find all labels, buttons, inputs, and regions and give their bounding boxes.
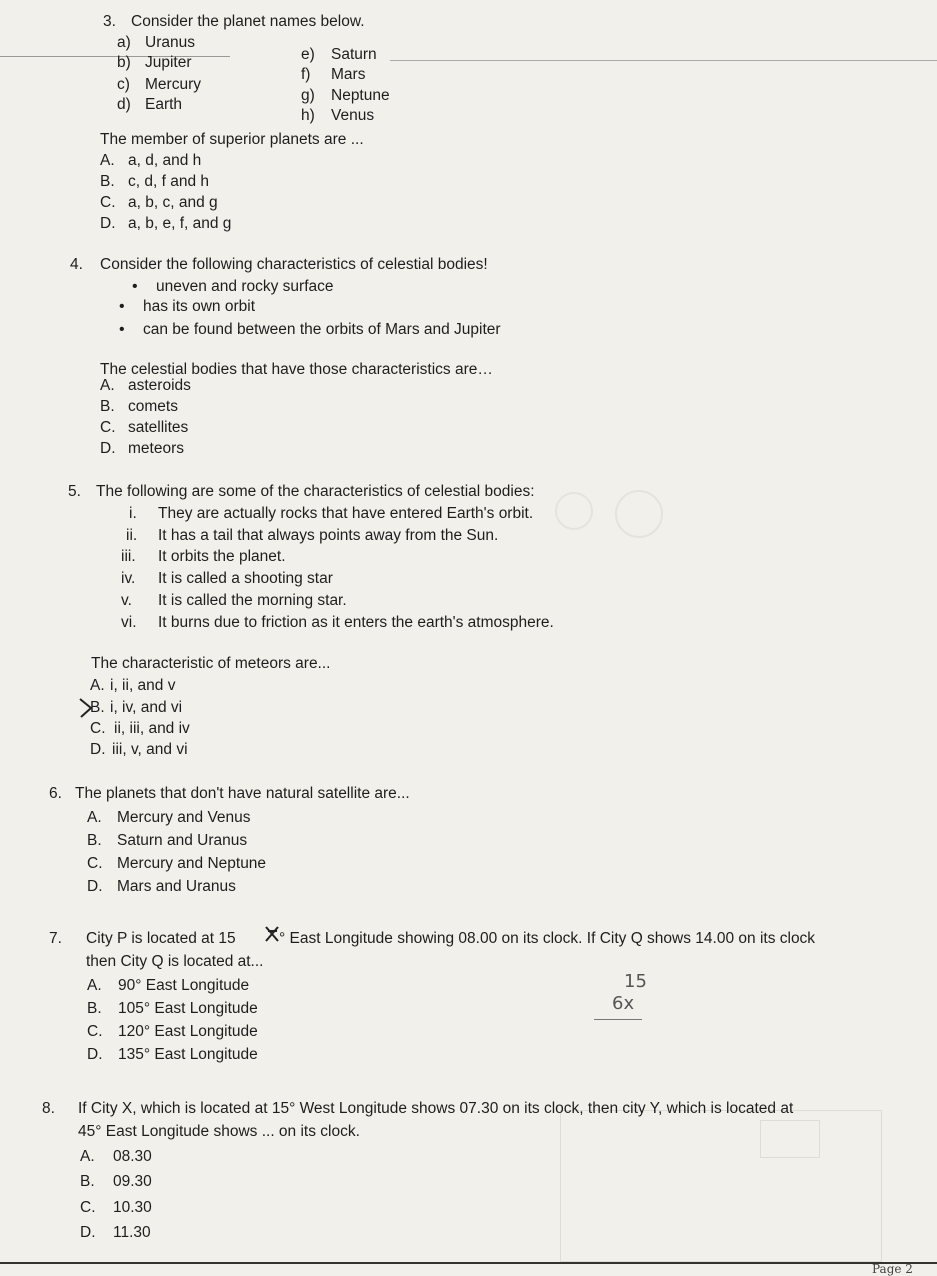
question-number: 5.	[68, 483, 81, 500]
top-rule-left	[0, 56, 230, 57]
planet-name: Saturn	[331, 46, 377, 63]
option-text: 105° East Longitude	[118, 1000, 258, 1017]
option-label: A.	[87, 977, 102, 994]
option-text: Mars and Uranus	[117, 878, 236, 895]
question-prompt: The characteristic of meteors are...	[91, 655, 331, 672]
planet-label: b)	[117, 54, 131, 71]
question-stem: 45° East Longitude shows ... on its clock.	[78, 1123, 360, 1140]
option-text: a, d, and h	[128, 152, 202, 169]
option-label: A.	[80, 1148, 95, 1165]
roman-label: i.	[129, 505, 137, 522]
roman-label: iii.	[121, 548, 136, 565]
bleed-through-box	[560, 1110, 882, 1262]
bleed-through-box	[760, 1120, 820, 1158]
option-label: B.	[90, 699, 105, 716]
option-text: i, ii, and v	[110, 677, 176, 694]
option-text: Mercury and Neptune	[117, 855, 267, 872]
option-label: B.	[80, 1173, 95, 1190]
option-label: C.	[80, 1199, 96, 1216]
question-stem: The planets that don't have natural satellite are...	[75, 785, 410, 802]
option-label: C.	[100, 194, 116, 211]
bleed-through-circle	[555, 492, 593, 530]
option-label: B.	[87, 832, 102, 849]
option-label: D.	[90, 741, 106, 758]
option-label: D.	[87, 1046, 103, 1063]
planet-label: h)	[301, 107, 315, 124]
option-text: 90° East Longitude	[118, 977, 250, 994]
option-label: D.	[100, 215, 116, 232]
question-number: 6.	[49, 785, 62, 802]
handwritten-underline	[594, 1019, 642, 1020]
roman-label: vi.	[121, 614, 137, 631]
planet-name: Jupiter	[145, 54, 192, 71]
option-text: 11.30	[113, 1224, 151, 1241]
option-label: C.	[100, 419, 116, 436]
option-text: comets	[128, 398, 178, 415]
planet-name: Mars	[331, 66, 366, 83]
option-label: A.	[87, 809, 102, 826]
characteristic-item: It burns due to friction as it enters the earth's atmosphere.	[158, 614, 554, 631]
option-label: B.	[100, 398, 115, 415]
option-text: Mercury and Venus	[117, 809, 251, 826]
question-prompt: The member of superior planets are ...	[100, 131, 364, 148]
option-text: a, b, e, f, and g	[128, 215, 232, 232]
option-text: 10.30	[113, 1199, 152, 1216]
planet-label: d)	[117, 96, 131, 113]
question-stem: Consider the planet names below.	[131, 13, 365, 30]
handwritten-note: 6x	[612, 993, 635, 1014]
characteristic-bullet: • has its own orbit	[143, 298, 255, 316]
question-stem: Consider the following characteristics of celestial bodies!	[100, 256, 488, 273]
option-text: meteors	[128, 440, 184, 457]
scribble-overwrite-icon	[265, 923, 279, 945]
option-text: iii, v, and vi	[112, 741, 188, 758]
question-stem: The following are some of the characteristics of celestial bodies:	[96, 483, 535, 500]
option-label: A.	[90, 677, 105, 694]
planet-name: Uranus	[145, 34, 195, 51]
planet-name: Neptune	[331, 87, 390, 104]
option-label: D.	[100, 440, 116, 457]
characteristic-item: It orbits the planet.	[158, 548, 286, 565]
planet-name: Mercury	[145, 76, 201, 93]
option-text: 135° East Longitude	[118, 1046, 258, 1063]
characteristic-item: It is called the morning star.	[158, 592, 347, 609]
top-rule-right	[390, 60, 937, 61]
characteristic-bullet: • uneven and rocky surface	[156, 278, 334, 296]
question-stem: then City Q is located at...	[86, 953, 264, 970]
characteristic-item: It has a tail that always points away from the Sun.	[158, 527, 499, 544]
planet-label: g)	[301, 87, 315, 104]
roman-label: ii.	[126, 527, 138, 544]
characteristic-item: They are actually rocks that have entered Earth's orbit.	[158, 505, 534, 522]
planet-label: e)	[301, 46, 315, 63]
planet-label: a)	[117, 34, 131, 51]
option-label: C.	[90, 720, 106, 737]
characteristic-bullet: • can be found between the orbits of Mars and Jupiter	[143, 321, 501, 339]
option-text: Saturn and Uranus	[117, 832, 248, 849]
planet-name: Earth	[145, 96, 183, 113]
planet-label: f)	[301, 66, 311, 83]
question-number: 8.	[42, 1100, 55, 1117]
option-label: C.	[87, 1023, 103, 1040]
option-text: i, iv, and vi	[110, 699, 183, 716]
question-stem: ° East Longitude showing 08.00 on its clock. If City Q shows 14.00 on its clock	[279, 930, 816, 947]
option-label: A.	[100, 152, 115, 169]
footer-rule	[0, 1262, 937, 1264]
option-text: 09.30	[113, 1173, 152, 1190]
option-label: B.	[100, 173, 115, 190]
option-label: C.	[87, 855, 103, 872]
question-number: 4.	[70, 256, 83, 273]
handwritten-note: 15	[624, 971, 647, 992]
roman-label: v.	[121, 592, 132, 609]
option-text: 120° East Longitude	[118, 1023, 258, 1040]
page-number: Page 2	[872, 1262, 913, 1276]
roman-label: iv.	[121, 570, 136, 587]
option-text: 08.30	[113, 1148, 152, 1165]
question-number: 3.	[103, 13, 116, 30]
question-number: 7.	[49, 930, 62, 947]
option-text: asteroids	[128, 377, 191, 394]
bleed-through-circle	[615, 490, 663, 538]
question-stem: If City X, which is located at 15° West Longitude shows 07.30 on its clock, then city Y, which is located at	[78, 1100, 794, 1117]
option-label: A.	[100, 377, 115, 394]
option-text: a, b, c, and g	[128, 194, 218, 211]
option-label: B.	[87, 1000, 102, 1017]
characteristic-item: It is called a shooting star	[158, 570, 333, 587]
option-text: c, d, f and h	[128, 173, 209, 190]
handwritten-mark-icon	[78, 697, 94, 719]
question-stem: City P is located at 15	[86, 930, 236, 947]
planet-name: Venus	[331, 107, 375, 124]
planet-label: c)	[117, 76, 130, 93]
option-label: D.	[80, 1224, 96, 1241]
option-text: satellites	[128, 419, 189, 436]
option-label: D.	[87, 878, 103, 895]
option-text: ii, iii, and iv	[114, 720, 190, 737]
question-prompt: The celestial bodies that have those characteristics are…	[100, 361, 493, 378]
